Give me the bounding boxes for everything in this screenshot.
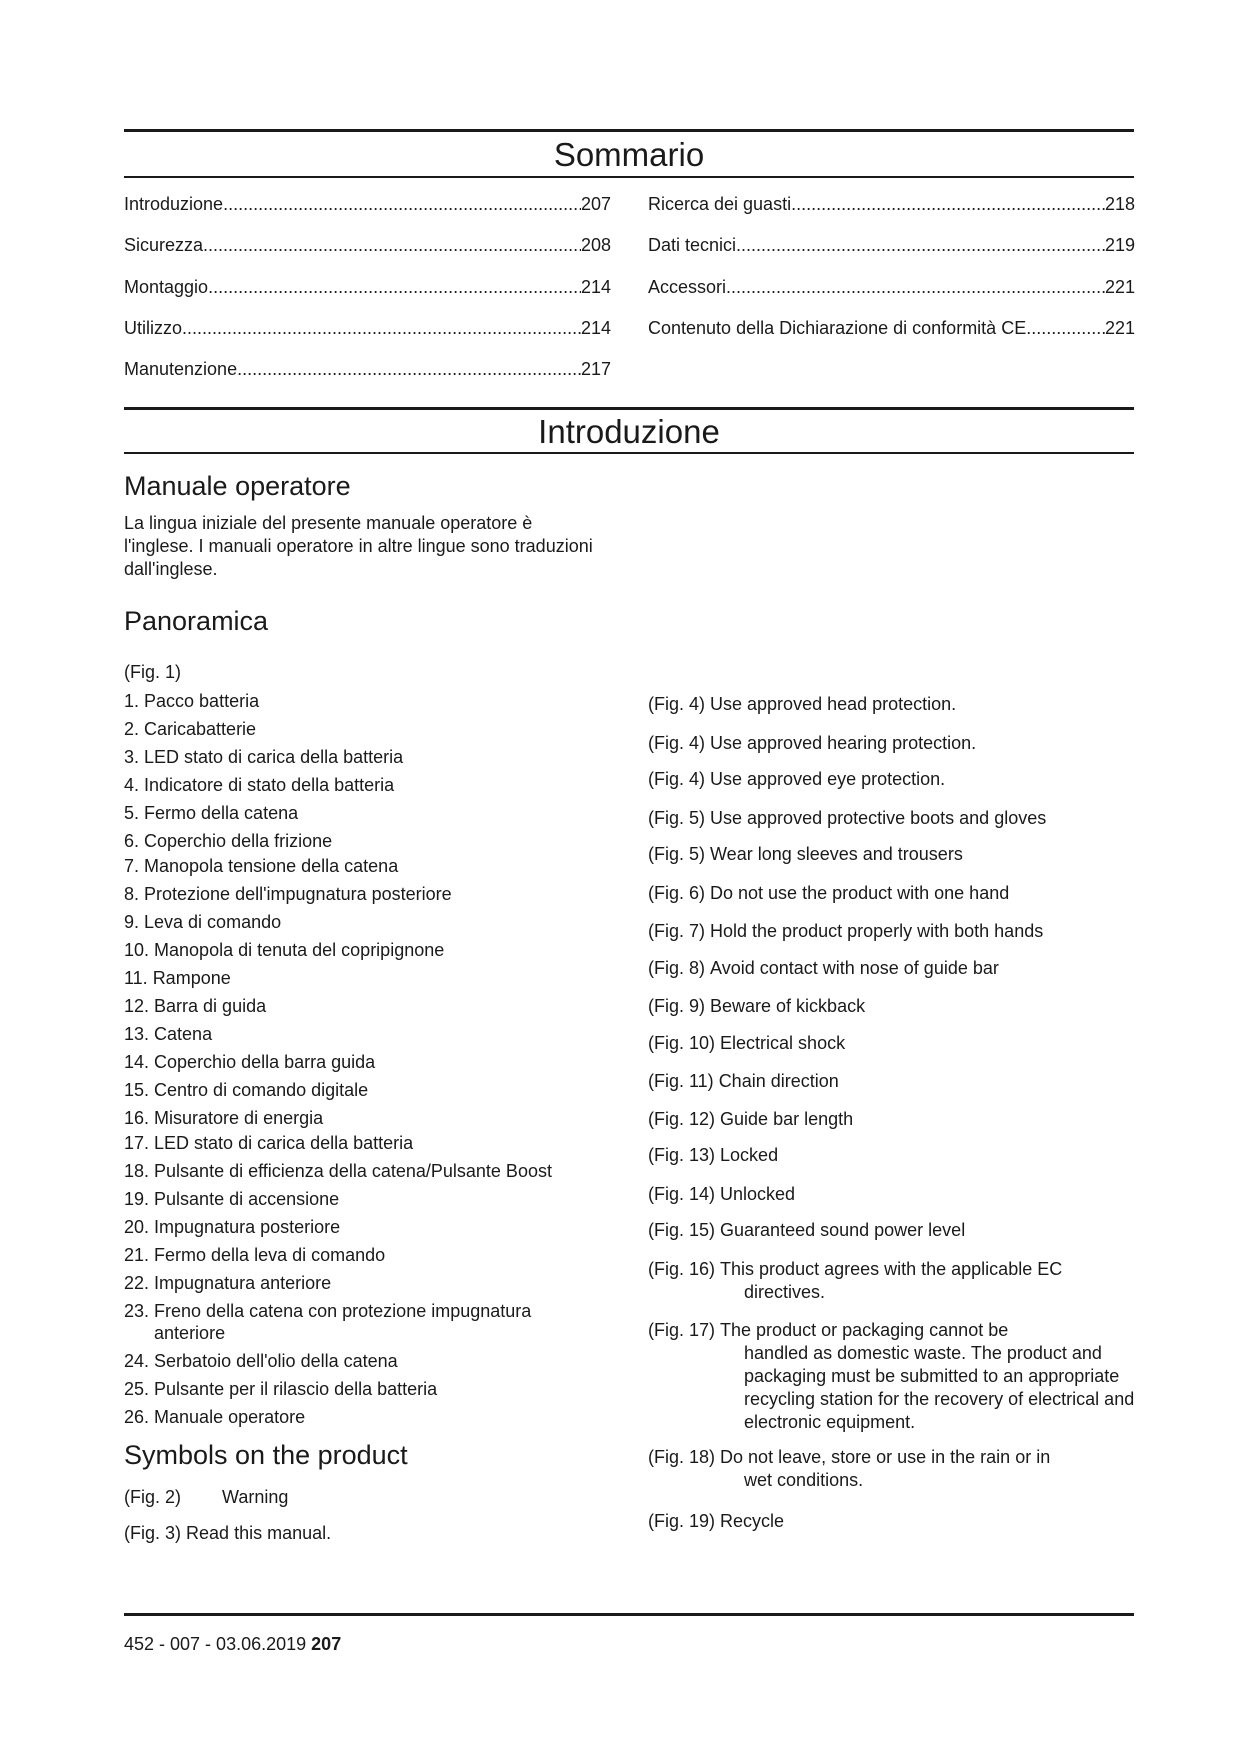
toc-entry-page: 214 [580,277,611,297]
list-item [124,1350,604,1372]
list-item [124,774,604,796]
symbol-text-block [720,1319,1138,1434]
toc-entry-label: Accessori [648,277,727,297]
list-item [124,718,604,740]
toc-title: Sommario [553,136,705,173]
item-text: Pulsante per il rilascio della batteria [154,1379,438,1399]
intro-bottom-rule [124,452,1134,454]
toc-entry-dichiarazione-ce[interactable] [648,313,1135,339]
item-text: Rampone [152,968,231,988]
item-text: LED stato di carica della batteria [154,1133,414,1153]
item-number: 11. [124,968,153,988]
symbol-fig-ref: (Fig. 2) [124,1487,182,1507]
manual-text: La lingua iniziale del presente manuale operatore è l'inglese. I manuali operatore in altre lingue sono traduzioni dall'inglese. [124,513,593,579]
list-item [124,883,604,905]
toc-entry-label: Sicurezza [124,235,204,255]
list-item [124,1132,604,1154]
symbol-fig-ref: (Fig. 13) [648,1145,721,1165]
item-number: 26. [124,1407,155,1427]
symbol-item [648,807,1138,830]
symbol-text-continued: directives. [744,1282,826,1302]
symbol-fig-ref: (Fig. 11) [648,1071,719,1091]
toc-leader-dots [726,276,1105,298]
item-text: Catena [154,1024,213,1044]
item-number: 18. [124,1161,155,1181]
item-text: Pulsante di accensione [154,1189,340,1209]
symbol-item-warning [124,1486,288,1508]
symbol-text: Electrical shock [720,1033,846,1053]
item-number: 19. [124,1189,155,1209]
toc-entry-page: 219 [1104,235,1135,255]
list-item [124,746,604,768]
item-text: Pulsante di efficienza della catena/Pulsante Boost [154,1161,552,1181]
symbol-item [648,1258,1138,1304]
symbol-text: Do not leave, store or use in the rain or in [720,1447,1051,1467]
list-item [124,690,604,712]
symbol-fig-ref: (Fig. 15) [648,1220,721,1240]
item-text: Coperchio della barra guida [154,1052,376,1072]
list-item [124,1160,604,1182]
symbol-text-continued: wet conditions. [744,1470,864,1490]
item-number: 4. [124,775,145,795]
symbol-item [648,1319,1138,1434]
intro-top-rule [124,407,1134,410]
item-text: Fermo della leva di comando [154,1245,386,1265]
list-item [124,802,604,824]
symbol-text: Recycle [720,1511,785,1531]
symbol-text: The product or packaging cannot be [720,1320,1009,1340]
toc-entry-dati-tecnici[interactable] [648,230,1135,256]
symbol-fig-ref: (Fig. 18) [648,1447,721,1467]
item-text: Impugnatura posteriore [154,1217,341,1237]
symbol-item [648,995,1138,1018]
toc-entry-manutenzione[interactable] [124,354,611,380]
toc-top-rule [124,129,1134,132]
toc-leader-dots [203,234,581,256]
symbol-item [648,1144,1138,1167]
symbol-text: Use approved head protection. [710,694,957,714]
symbol-text: Warning [222,1487,289,1507]
item-text: Barra di guida [154,996,267,1016]
toc-leader-dots [223,193,581,215]
symbol-fig-ref: (Fig. 7) [648,921,711,941]
symbol-text: Locked [720,1145,779,1165]
list-item [124,1023,604,1045]
symbol-text: This product agrees with the applicable EC [720,1259,1063,1279]
item-text: Centro di comando digitale [154,1080,369,1100]
item-text: Manuale operatore [154,1407,306,1427]
item-number: 20. [124,1217,155,1237]
symbol-fig-ref: (Fig. 10) [648,1033,721,1053]
toc-entry-montaggio[interactable] [124,272,611,298]
item-text: Protezione dell'impugnatura posteriore [144,884,452,904]
overview-fig-ref: (Fig. 1) [124,662,182,682]
list-item [124,830,604,852]
toc-entry-label: Montaggio [124,277,209,297]
symbol-fig-ref: (Fig. 4) [648,694,711,714]
item-text: Manopola di tenuta del copripignone [154,940,445,960]
symbol-item [648,843,1138,866]
symbol-text: Chain direction [718,1071,839,1091]
symbol-text-continued: handled as domestic waste. The product and packaging must be submitted to an appropriate recycling station for the recovery of electrical and electronic equipment. [744,1343,1135,1432]
list-item [124,1272,604,1294]
symbol-text-block [720,1258,1138,1304]
symbol-fig-ref: (Fig. 12) [648,1109,721,1129]
list-item [124,855,604,877]
toc-entry-label: Introduzione [124,194,224,214]
footer-doc-code: 452 - 007 - 03.06.2019 [124,1634,307,1654]
toc-entry-sicurezza[interactable] [124,230,611,256]
item-number: 25. [124,1379,155,1399]
overview-heading: Panoramica [124,606,269,636]
toc-entry-page: 217 [580,359,611,379]
symbol-fig-ref: (Fig. 17) [648,1320,721,1340]
list-item [124,1107,604,1129]
overview-list [124,690,604,1428]
footer-page-number: 207 [311,1634,342,1654]
item-text: Manopola tensione della catena [144,856,399,876]
symbol-item [648,693,1138,716]
item-number: 14. [124,1052,155,1072]
item-text: LED stato di carica della batteria [144,747,404,767]
symbol-fig-ref: (Fig. 16) [648,1259,721,1279]
manual-heading: Manuale operatore [124,471,351,501]
item-number: 13. [124,1024,155,1044]
symbol-text: Use approved protective boots and gloves [710,808,1047,828]
symbol-text: Do not use the product with one hand [710,883,1010,903]
symbol-item [648,1446,1138,1492]
symbol-fig-ref: (Fig. 4) [648,769,711,789]
toc-entry-accessori[interactable] [648,272,1135,298]
symbol-fig-ref: (Fig. 5) [648,844,711,864]
toc-entry-label: Ricerca dei guasti [648,194,792,214]
item-number: 22. [124,1273,155,1293]
symbol-fig-ref: (Fig. 6) [648,883,711,903]
symbol-text: Guaranteed sound power level [720,1220,966,1240]
item-number: 15. [124,1080,155,1100]
list-item [124,1188,604,1210]
symbol-item [648,957,1138,980]
toc-entry-page: 214 [580,318,611,338]
symbol-item [648,882,1138,905]
toc-bottom-rule [124,176,1134,178]
footer [124,1633,341,1655]
symbol-item [648,1219,1138,1242]
symbol-text: Hold the product properly with both hands [710,921,1044,941]
symbol-item [648,768,1138,791]
list-item [124,939,604,961]
symbol-fig-ref: (Fig. 14) [648,1184,721,1204]
item-number: 9. [124,912,145,932]
toc-entry-page: 218 [1104,194,1135,214]
symbol-item [648,920,1138,943]
list-item [124,911,604,933]
toc-entry-page: 207 [580,194,611,214]
item-text: Leva di comando [144,912,282,932]
item-number: 5. [124,803,145,823]
list-item [124,1406,604,1428]
toc-leader-dots [237,358,581,380]
item-number: 21. [124,1245,155,1265]
item-number: 16. [124,1108,155,1128]
item-text: Caricabatterie [144,719,257,739]
symbol-fig-ref: (Fig. 19) [648,1511,721,1531]
item-number: 10. [124,940,155,960]
toc-leader-dots [1026,317,1105,339]
symbol-text: Unlocked [720,1184,796,1204]
item-number: 1. [124,691,145,711]
symbol-text: Wear long sleeves and trousers [710,844,963,864]
toc-leader-dots [208,276,581,298]
toc-entry-label: Dati tecnici [648,235,737,255]
item-number: 7. [124,856,145,876]
footer-rule [124,1613,1134,1616]
item-number: 3. [124,747,145,767]
item-text: Pacco batteria [144,691,260,711]
symbol-fig-ref: (Fig. 5) [648,808,711,828]
item-number: 2. [124,719,145,739]
symbol-item-read-manual [124,1522,331,1544]
toc-entry-utilizzo[interactable] [124,313,611,339]
symbol-text: Beware of kickback [710,996,866,1016]
list-item [124,1300,604,1344]
symbol-item [648,1183,1138,1206]
item-text: Serbatoio dell'olio della catena [154,1351,398,1371]
item-number: 12. [124,996,155,1016]
list-item [124,1051,604,1073]
toc-entry-page: 221 [1104,277,1135,297]
intro-title: Introduzione [538,413,720,450]
item-number: 17. [124,1133,155,1153]
symbol-text: Guide bar length [720,1109,854,1129]
item-text: Freno della catena con protezione impugnatura anteriore [154,1301,532,1343]
toc-entry-label: Manutenzione [124,359,238,379]
item-number: 23. [124,1301,155,1321]
item-text: Misuratore di energia [154,1108,324,1128]
toc-entry-page: 221 [1104,318,1135,338]
symbol-text: Read this manual. [186,1523,332,1543]
symbol-text-block [720,1446,1138,1492]
symbol-item [648,1108,1138,1131]
list-item [124,967,604,989]
item-text: Indicatore di stato della batteria [144,775,395,795]
item-number: 24. [124,1351,155,1371]
symbol-item [648,1510,1138,1533]
symbol-text: Avoid contact with nose of guide bar [710,958,999,978]
item-text: Impugnatura anteriore [154,1273,332,1293]
list-item [124,1244,604,1266]
item-text: Fermo della catena [144,803,299,823]
symbol-item [648,1070,1138,1093]
symbol-text: Use approved eye protection. [710,769,946,789]
symbol-item [648,1032,1138,1055]
toc-entry-page: 208 [580,235,611,255]
symbol-item [648,732,1138,755]
list-item [124,1216,604,1238]
symbols-heading: Symbols on the product [124,1440,408,1470]
list-item [124,1079,604,1101]
toc-entry-introduzione[interactable] [124,189,611,215]
toc-leader-dots [791,193,1105,215]
symbol-fig-ref: (Fig. 8) [648,958,711,978]
toc-entry-ricerca-guasti[interactable] [648,189,1135,215]
toc-entry-label: Utilizzo [124,318,183,338]
toc-leader-dots [182,317,581,339]
item-text: Coperchio della frizione [144,831,333,851]
list-item [124,1378,604,1400]
symbol-fig-ref: (Fig. 9) [648,996,711,1016]
symbol-fig-ref: (Fig. 3) [124,1523,182,1543]
item-number: 8. [124,884,145,904]
toc-entry-label: Contenuto della Dichiarazione di conformità CE [648,318,1027,338]
symbol-text: Use approved hearing protection. [710,733,977,753]
toc-leader-dots [736,234,1105,256]
list-item [124,995,604,1017]
item-number: 6. [124,831,145,851]
symbol-fig-ref: (Fig. 4) [648,733,711,753]
